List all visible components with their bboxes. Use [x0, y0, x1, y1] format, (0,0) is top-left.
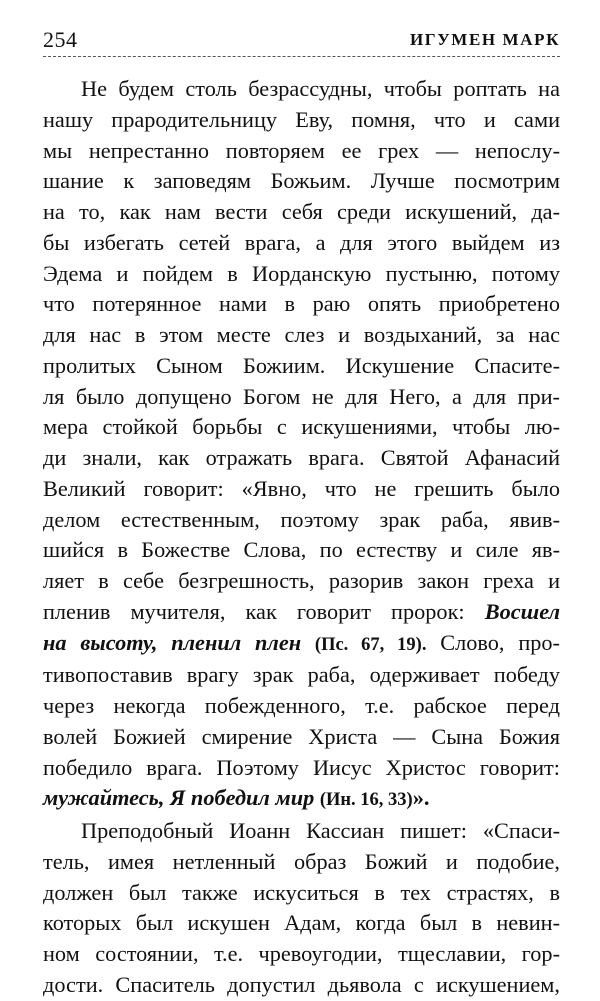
- text-line: тель, имея нетленный образ Божий и подобие,: [43, 848, 560, 874]
- text-line: бы избегать сетей врага, а для этого выйдем из: [43, 229, 560, 255]
- scripture-quote: мужайтесь, Я победил мир: [43, 785, 315, 811]
- text-line: на то, как нам вести себя среди искушений, да-: [43, 199, 560, 224]
- text-line: шание к заповедям Божьим. Лучше посмотрим: [43, 168, 560, 194]
- closing-quote-mark: ».: [412, 785, 430, 811]
- text-line: мера стойкой борьбы с искушениями, чтобы лю-: [43, 414, 560, 440]
- text-line: победило врага. Поэтому Иисус Христос говорит:: [43, 754, 560, 780]
- text-line-with-quote: [43, 783, 560, 816]
- text-line: шийся в Божестве Слова, по естеству и силе яв-: [43, 537, 560, 563]
- line-text: пленив мучителя, как говорит пророк:: [43, 598, 465, 624]
- scripture-reference: (Пс. 67, 19).: [314, 634, 427, 655]
- text-line: мы непрестанно повторяем ее грех — непослу-: [43, 137, 560, 163]
- scripture-quote: Восшел: [484, 598, 561, 624]
- text-line: для нас в этом месте слез и воздыханий, за нас: [43, 322, 560, 347]
- text-line: которых был искушен Адам, когда был в невин-: [43, 910, 560, 936]
- text-line: Эдема и пойдем в Иорданскую пустыню, потому: [43, 260, 560, 286]
- text-line: нашу прародительницу Еву, помня, что и сами: [43, 106, 560, 132]
- body-text: [43, 74, 560, 1001]
- paragraph-1: [43, 74, 560, 816]
- text-line-with-quote: [43, 628, 560, 661]
- scripture-reference: (Ин. 16, 33): [319, 790, 413, 811]
- text-line: Не будем столь безрассудны, чтобы роптать на: [81, 76, 560, 101]
- text-line-with-quote: [43, 597, 560, 628]
- text-line: пролитых Сыном Божиим. Искушение Спасите-: [43, 352, 560, 378]
- text-line: через некогда побежденного, т.е. рабское перед: [43, 693, 560, 718]
- text-line: ном состоянии, т.е. чревоугодии, тщеславии, гор-: [43, 941, 560, 966]
- paragraph-2: [43, 816, 560, 1001]
- running-header: [43, 26, 560, 57]
- text-line: делом естественным, поэтому зрак раба, явив-: [43, 506, 560, 532]
- running-title-author: ИГУМЕН МАРК: [409, 30, 560, 49]
- text-line: ля было допущено Богом не для Него, а для при-: [43, 383, 560, 409]
- text-line: тивопоставив врагу зрак раба, одерживает победу: [43, 662, 560, 688]
- text-line: ди знали, как отражать врага. Святой Афанасий: [43, 445, 560, 470]
- text-line: ляет в себе безгрешность, разорив закон греха и: [43, 568, 560, 593]
- text-line: должен был также искуситься в тех страстях, в: [43, 879, 560, 905]
- text-line: Преподобный Иоанн Кассиан пишет: «Спаси-: [81, 818, 560, 843]
- line-text: Слово, про-: [440, 629, 560, 655]
- text-line: дости. Спаситель допустил дьявола с искушением,: [43, 971, 560, 997]
- scripture-quote: на высоту, пленил плен: [43, 629, 302, 655]
- text-line: волей Божией смирение Христа — Сына Божия: [43, 723, 560, 749]
- text-line: Великий говорит: «Явно, что не грешить было: [43, 475, 560, 501]
- page-number: 254: [43, 27, 78, 52]
- text-line: что потерянное нами в раю опять приобретено: [43, 291, 560, 317]
